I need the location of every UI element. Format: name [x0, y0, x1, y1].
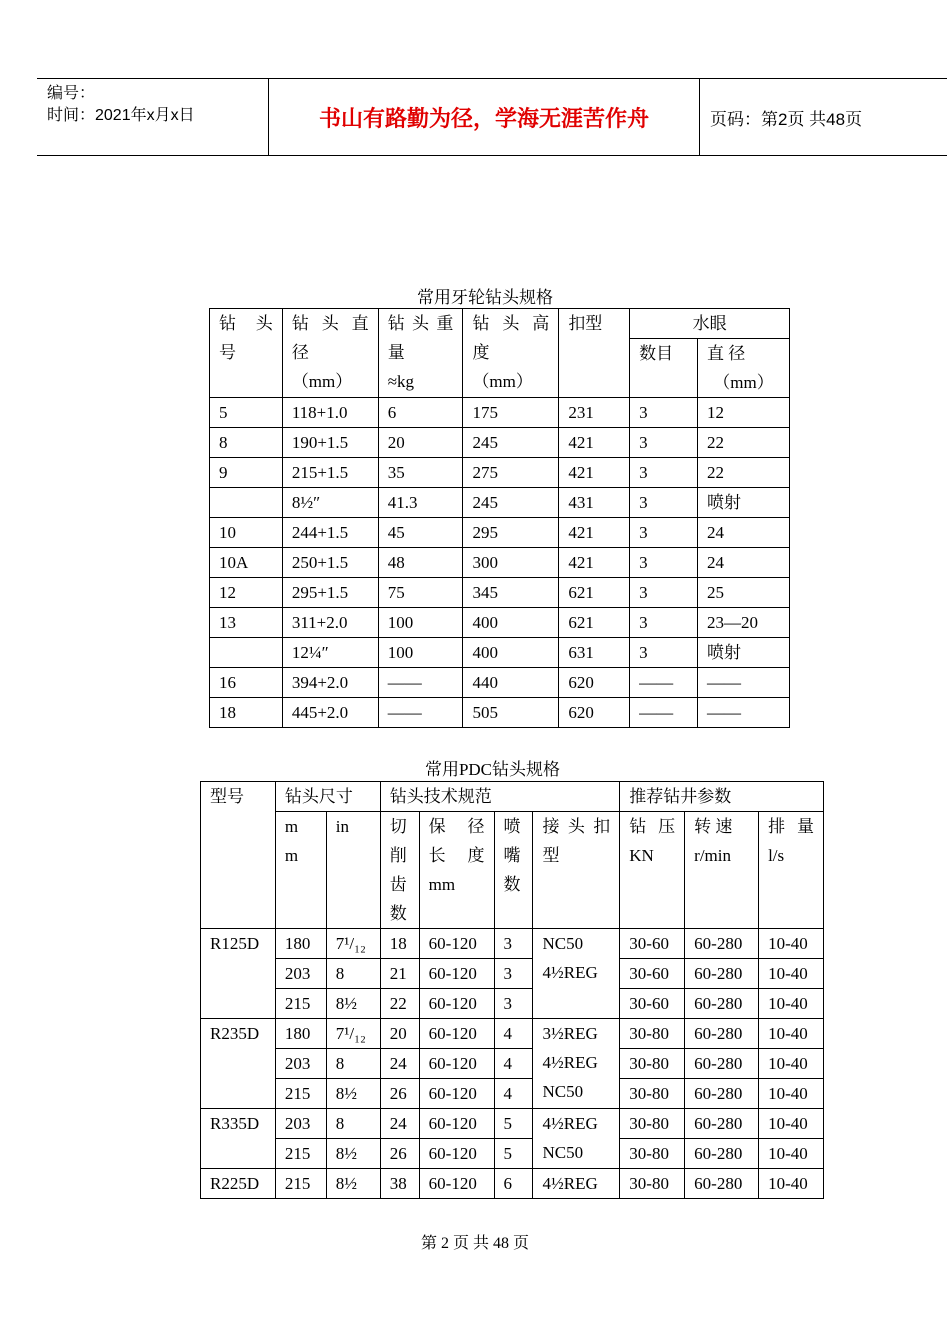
table-row [201, 1139, 824, 1169]
cell-model: R225D [201, 1169, 276, 1199]
cell-weight: 41.3 [378, 488, 463, 518]
connection-type: 4½REG [542, 1114, 598, 1133]
cell-nozzles: 3 [494, 989, 533, 1019]
cell-weight: 100 [378, 638, 463, 668]
cell-nozzle-count: 3 [630, 458, 698, 488]
cell-diameter: 250+1.5 [282, 548, 378, 578]
cell-nozzle-count: 3 [630, 428, 698, 458]
cell-nozzle-count: 3 [630, 578, 698, 608]
cell-thread: 621 [559, 608, 630, 638]
cell-wob: 30-80 [620, 1169, 685, 1199]
cell-mm: 180 [275, 929, 326, 959]
cell-weight: 6 [378, 398, 463, 428]
cell-nozzle-count: —— [630, 698, 698, 728]
cell-diameter: 8½″ [282, 488, 378, 518]
connection-type: 3½REG [542, 1024, 598, 1043]
table-header-row [201, 812, 824, 929]
cell-thread: 431 [559, 488, 630, 518]
cell-nozzle-diameter: —— [698, 668, 790, 698]
cell-in: 7¹/₁₂ [326, 1019, 380, 1049]
cell-bit-no: 10A [210, 548, 283, 578]
cell-thread: 421 [559, 428, 630, 458]
header-spec: 钻头技术规范 [380, 782, 620, 812]
cell-nozzles: 5 [494, 1109, 533, 1139]
cell-gauge: 60-120 [419, 959, 494, 989]
cell-height: 295 [463, 518, 559, 548]
table-row [201, 1079, 824, 1109]
cell-mm: 180 [275, 1019, 326, 1049]
cell-bit-no: 9 [210, 458, 283, 488]
cell-nozzle-count: 3 [630, 518, 698, 548]
table-row [210, 608, 790, 638]
table-header-row [201, 782, 824, 812]
cell-wob: 30-80 [620, 1049, 685, 1079]
cell-weight: —— [378, 698, 463, 728]
cell-rpm: 60-280 [685, 929, 759, 959]
header-nozzles: 喷 嘴 数 [494, 812, 533, 929]
cell-flow: 10-40 [759, 929, 824, 959]
cell-thread: 621 [559, 578, 630, 608]
cell-nozzles: 4 [494, 1079, 533, 1109]
cell-weight: 48 [378, 548, 463, 578]
time-label: 时间：2021年x月x日 [47, 107, 195, 124]
table-header-row [210, 309, 790, 339]
cell-cutters: 26 [380, 1139, 419, 1169]
header-height: 钻头高 度 （mm） [463, 309, 559, 398]
header-rpm: 转 速 r/min [685, 812, 759, 929]
table-row [210, 698, 790, 728]
header-nozzle-diameter: 直 径 （mm） [698, 339, 790, 398]
table-row [201, 1049, 824, 1079]
cell-rpm: 60-280 [685, 989, 759, 1019]
cell-wob: 30-80 [620, 1019, 685, 1049]
cell-nozzles: 3 [494, 929, 533, 959]
cell-nozzle-count: 3 [630, 488, 698, 518]
cell-nozzle-count: 3 [630, 398, 698, 428]
cell-connection [533, 1019, 620, 1109]
cell-flow: 10-40 [759, 1019, 824, 1049]
cell-nozzle-diameter: 22 [698, 458, 790, 488]
table2-caption: 常用PDC钻头规格 [424, 760, 561, 779]
cell-nozzle-diameter: 24 [698, 548, 790, 578]
cell-nozzle-diameter: 喷射 [698, 638, 790, 668]
header-model: 型号 [201, 782, 276, 929]
cell-in: 8½ [326, 1079, 380, 1109]
cell-model: R335D [201, 1109, 276, 1169]
cell-cutters: 24 [380, 1109, 419, 1139]
table-row [201, 1109, 824, 1139]
cell-gauge: 60-120 [419, 989, 494, 1019]
cell-in: 8 [326, 959, 380, 989]
header-meta [47, 83, 195, 127]
cell-in: 8½ [326, 1139, 380, 1169]
cell-in: 8 [326, 1109, 380, 1139]
connection-type: NC50 [542, 1143, 584, 1162]
cell-nozzles: 3 [494, 959, 533, 989]
cell-height: 400 [463, 608, 559, 638]
cell-weight: 75 [378, 578, 463, 608]
header-wob: 钻压 KN [620, 812, 685, 929]
connection-type: NC50 [542, 1082, 584, 1101]
cell-nozzle-diameter: —— [698, 698, 790, 728]
header-divider [699, 79, 700, 155]
cell-rpm: 60-280 [685, 1019, 759, 1049]
cell-rpm: 60-280 [685, 1109, 759, 1139]
cell-diameter: 311+2.0 [282, 608, 378, 638]
cell-thread: 421 [559, 518, 630, 548]
cell-flow: 10-40 [759, 1109, 824, 1139]
cell-cutters: 38 [380, 1169, 419, 1199]
cell-height: 300 [463, 548, 559, 578]
table-row [201, 1019, 824, 1049]
cell-rpm: 60-280 [685, 1139, 759, 1169]
cell-wob: 30-60 [620, 989, 685, 1019]
cell-nozzle-diameter: 24 [698, 518, 790, 548]
cell-in: 8 [326, 1049, 380, 1079]
header-motto: 书山有路勤为径，学海无涯苦作舟 [318, 107, 649, 132]
table-row [210, 488, 790, 518]
cell-thread: 620 [559, 668, 630, 698]
cell-height: 245 [463, 428, 559, 458]
cell-diameter: 244+1.5 [282, 518, 378, 548]
cell-rpm: 60-280 [685, 1169, 759, 1199]
cell-thread: 631 [559, 638, 630, 668]
cell-weight: —— [378, 668, 463, 698]
header-diameter: 钻头直 径 （mm） [282, 309, 378, 398]
table-row [210, 548, 790, 578]
connection-type: 4½REG [542, 1174, 598, 1193]
header-nozzle-count: 数目 [630, 339, 698, 398]
cell-nozzle-diameter: 25 [698, 578, 790, 608]
cell-nozzle-diameter: 23—20 [698, 608, 790, 638]
cell-nozzle-diameter: 喷射 [698, 488, 790, 518]
cell-height: 440 [463, 668, 559, 698]
table1-caption: 常用牙轮钻头规格 [417, 288, 553, 307]
cell-flow: 10-40 [759, 1139, 824, 1169]
header-cutters: 切 削 齿 数 [380, 812, 419, 929]
page-header [37, 78, 947, 156]
table-row [210, 578, 790, 608]
table-row [210, 518, 790, 548]
cell-in: 7¹/₁₂ [326, 929, 380, 959]
cell-connection [533, 1109, 620, 1169]
header-gauge: 保 径 长 度 mm [419, 812, 494, 929]
cell-wob: 30-60 [620, 959, 685, 989]
cell-wob: 30-80 [620, 1109, 685, 1139]
page-footer: 第 2 页 共 48 页 [420, 1235, 529, 1252]
cell-nozzle-count: —— [630, 668, 698, 698]
cell-height: 275 [463, 458, 559, 488]
connection-type: NC50 [542, 934, 584, 953]
table-row [201, 959, 824, 989]
cell-cutters: 24 [380, 1049, 419, 1079]
cell-nozzles: 4 [494, 1019, 533, 1049]
cell-thread: 231 [559, 398, 630, 428]
cell-wob: 30-80 [620, 1079, 685, 1109]
pdc-bit-table [200, 781, 824, 1199]
cell-nozzle-count: 3 [630, 608, 698, 638]
cell-height: 345 [463, 578, 559, 608]
cell-rpm: 60-280 [685, 959, 759, 989]
cell-wob: 30-60 [620, 929, 685, 959]
cell-bit-no [210, 638, 283, 668]
table-row [201, 989, 824, 1019]
cell-gauge: 60-120 [419, 1079, 494, 1109]
header-page-info: 页码：第2页 共48页 [710, 110, 863, 129]
cell-diameter: 190+1.5 [282, 428, 378, 458]
cell-mm: 215 [275, 1169, 326, 1199]
cell-bit-no: 5 [210, 398, 283, 428]
header-thread: 扣型 [559, 309, 630, 398]
cell-flow: 10-40 [759, 1079, 824, 1109]
header-mm: m m [275, 812, 326, 929]
header-nozzle: 水眼 [630, 309, 790, 339]
cell-gauge: 60-120 [419, 1139, 494, 1169]
cell-height: 400 [463, 638, 559, 668]
cell-mm: 215 [275, 1139, 326, 1169]
header-connection: 接头扣 型 [533, 812, 620, 929]
roller-bit-table [209, 308, 790, 728]
cell-weight: 100 [378, 608, 463, 638]
cell-wob: 30-80 [620, 1139, 685, 1169]
cell-in: 8½ [326, 989, 380, 1019]
cell-mm: 203 [275, 1109, 326, 1139]
table-row [210, 398, 790, 428]
cell-flow: 10-40 [759, 959, 824, 989]
connection-type: 4½REG [542, 1053, 598, 1072]
cell-gauge: 60-120 [419, 1109, 494, 1139]
cell-cutters: 21 [380, 959, 419, 989]
cell-mm: 203 [275, 959, 326, 989]
cell-nozzles: 4 [494, 1049, 533, 1079]
cell-nozzle-count: 3 [630, 638, 698, 668]
cell-flow: 10-40 [759, 989, 824, 1019]
cell-cutters: 22 [380, 989, 419, 1019]
cell-cutters: 26 [380, 1079, 419, 1109]
header-flow: 排量 l/s [759, 812, 824, 929]
cell-height: 245 [463, 488, 559, 518]
table2-body [201, 929, 824, 1199]
cell-diameter: 12¼″ [282, 638, 378, 668]
table-row [201, 929, 824, 959]
cell-in: 8½ [326, 1169, 380, 1199]
cell-model: R235D [201, 1019, 276, 1109]
cell-diameter: 295+1.5 [282, 578, 378, 608]
table-row [201, 1169, 824, 1199]
cell-thread: 421 [559, 548, 630, 578]
cell-nozzle-diameter: 22 [698, 428, 790, 458]
cell-bit-no: 13 [210, 608, 283, 638]
cell-bit-no: 10 [210, 518, 283, 548]
table-row [210, 638, 790, 668]
connection-type: 4½REG [542, 963, 598, 982]
cell-diameter: 445+2.0 [282, 698, 378, 728]
cell-weight: 45 [378, 518, 463, 548]
cell-bit-no: 16 [210, 668, 283, 698]
cell-gauge: 60-120 [419, 929, 494, 959]
table1-body [210, 398, 790, 728]
cell-mm: 215 [275, 1079, 326, 1109]
cell-gauge: 60-120 [419, 1049, 494, 1079]
cell-gauge: 60-120 [419, 1169, 494, 1199]
cell-bit-no [210, 488, 283, 518]
header-weight: 钻头重 量 ≈kg [378, 309, 463, 398]
cell-nozzle-count: 3 [630, 548, 698, 578]
cell-diameter: 394+2.0 [282, 668, 378, 698]
cell-connection [533, 1169, 620, 1199]
cell-bit-no: 12 [210, 578, 283, 608]
table-row [210, 668, 790, 698]
header-bit-no: 钻 头 号 [210, 309, 283, 398]
cell-bit-no: 18 [210, 698, 283, 728]
header-in: in [326, 812, 380, 929]
cell-thread: 421 [559, 458, 630, 488]
cell-rpm: 60-280 [685, 1049, 759, 1079]
cell-weight: 35 [378, 458, 463, 488]
cell-cutters: 18 [380, 929, 419, 959]
cell-nozzles: 6 [494, 1169, 533, 1199]
cell-weight: 20 [378, 428, 463, 458]
cell-diameter: 118+1.0 [282, 398, 378, 428]
number-label: 编号： [47, 85, 96, 102]
cell-mm: 215 [275, 989, 326, 1019]
cell-bit-no: 8 [210, 428, 283, 458]
table-row [210, 428, 790, 458]
cell-diameter: 215+1.5 [282, 458, 378, 488]
cell-nozzles: 5 [494, 1139, 533, 1169]
cell-mm: 203 [275, 1049, 326, 1079]
header-params: 推荐钻井参数 [620, 782, 824, 812]
cell-thread: 620 [559, 698, 630, 728]
cell-connection [533, 929, 620, 1019]
cell-height: 505 [463, 698, 559, 728]
cell-nozzle-diameter: 12 [698, 398, 790, 428]
table-row [210, 458, 790, 488]
header-size: 钻头尺寸 [275, 782, 380, 812]
cell-gauge: 60-120 [419, 1019, 494, 1049]
cell-model: R125D [201, 929, 276, 1019]
cell-flow: 10-40 [759, 1049, 824, 1079]
cell-flow: 10-40 [759, 1169, 824, 1199]
cell-rpm: 60-280 [685, 1079, 759, 1109]
cell-height: 175 [463, 398, 559, 428]
cell-cutters: 20 [380, 1019, 419, 1049]
